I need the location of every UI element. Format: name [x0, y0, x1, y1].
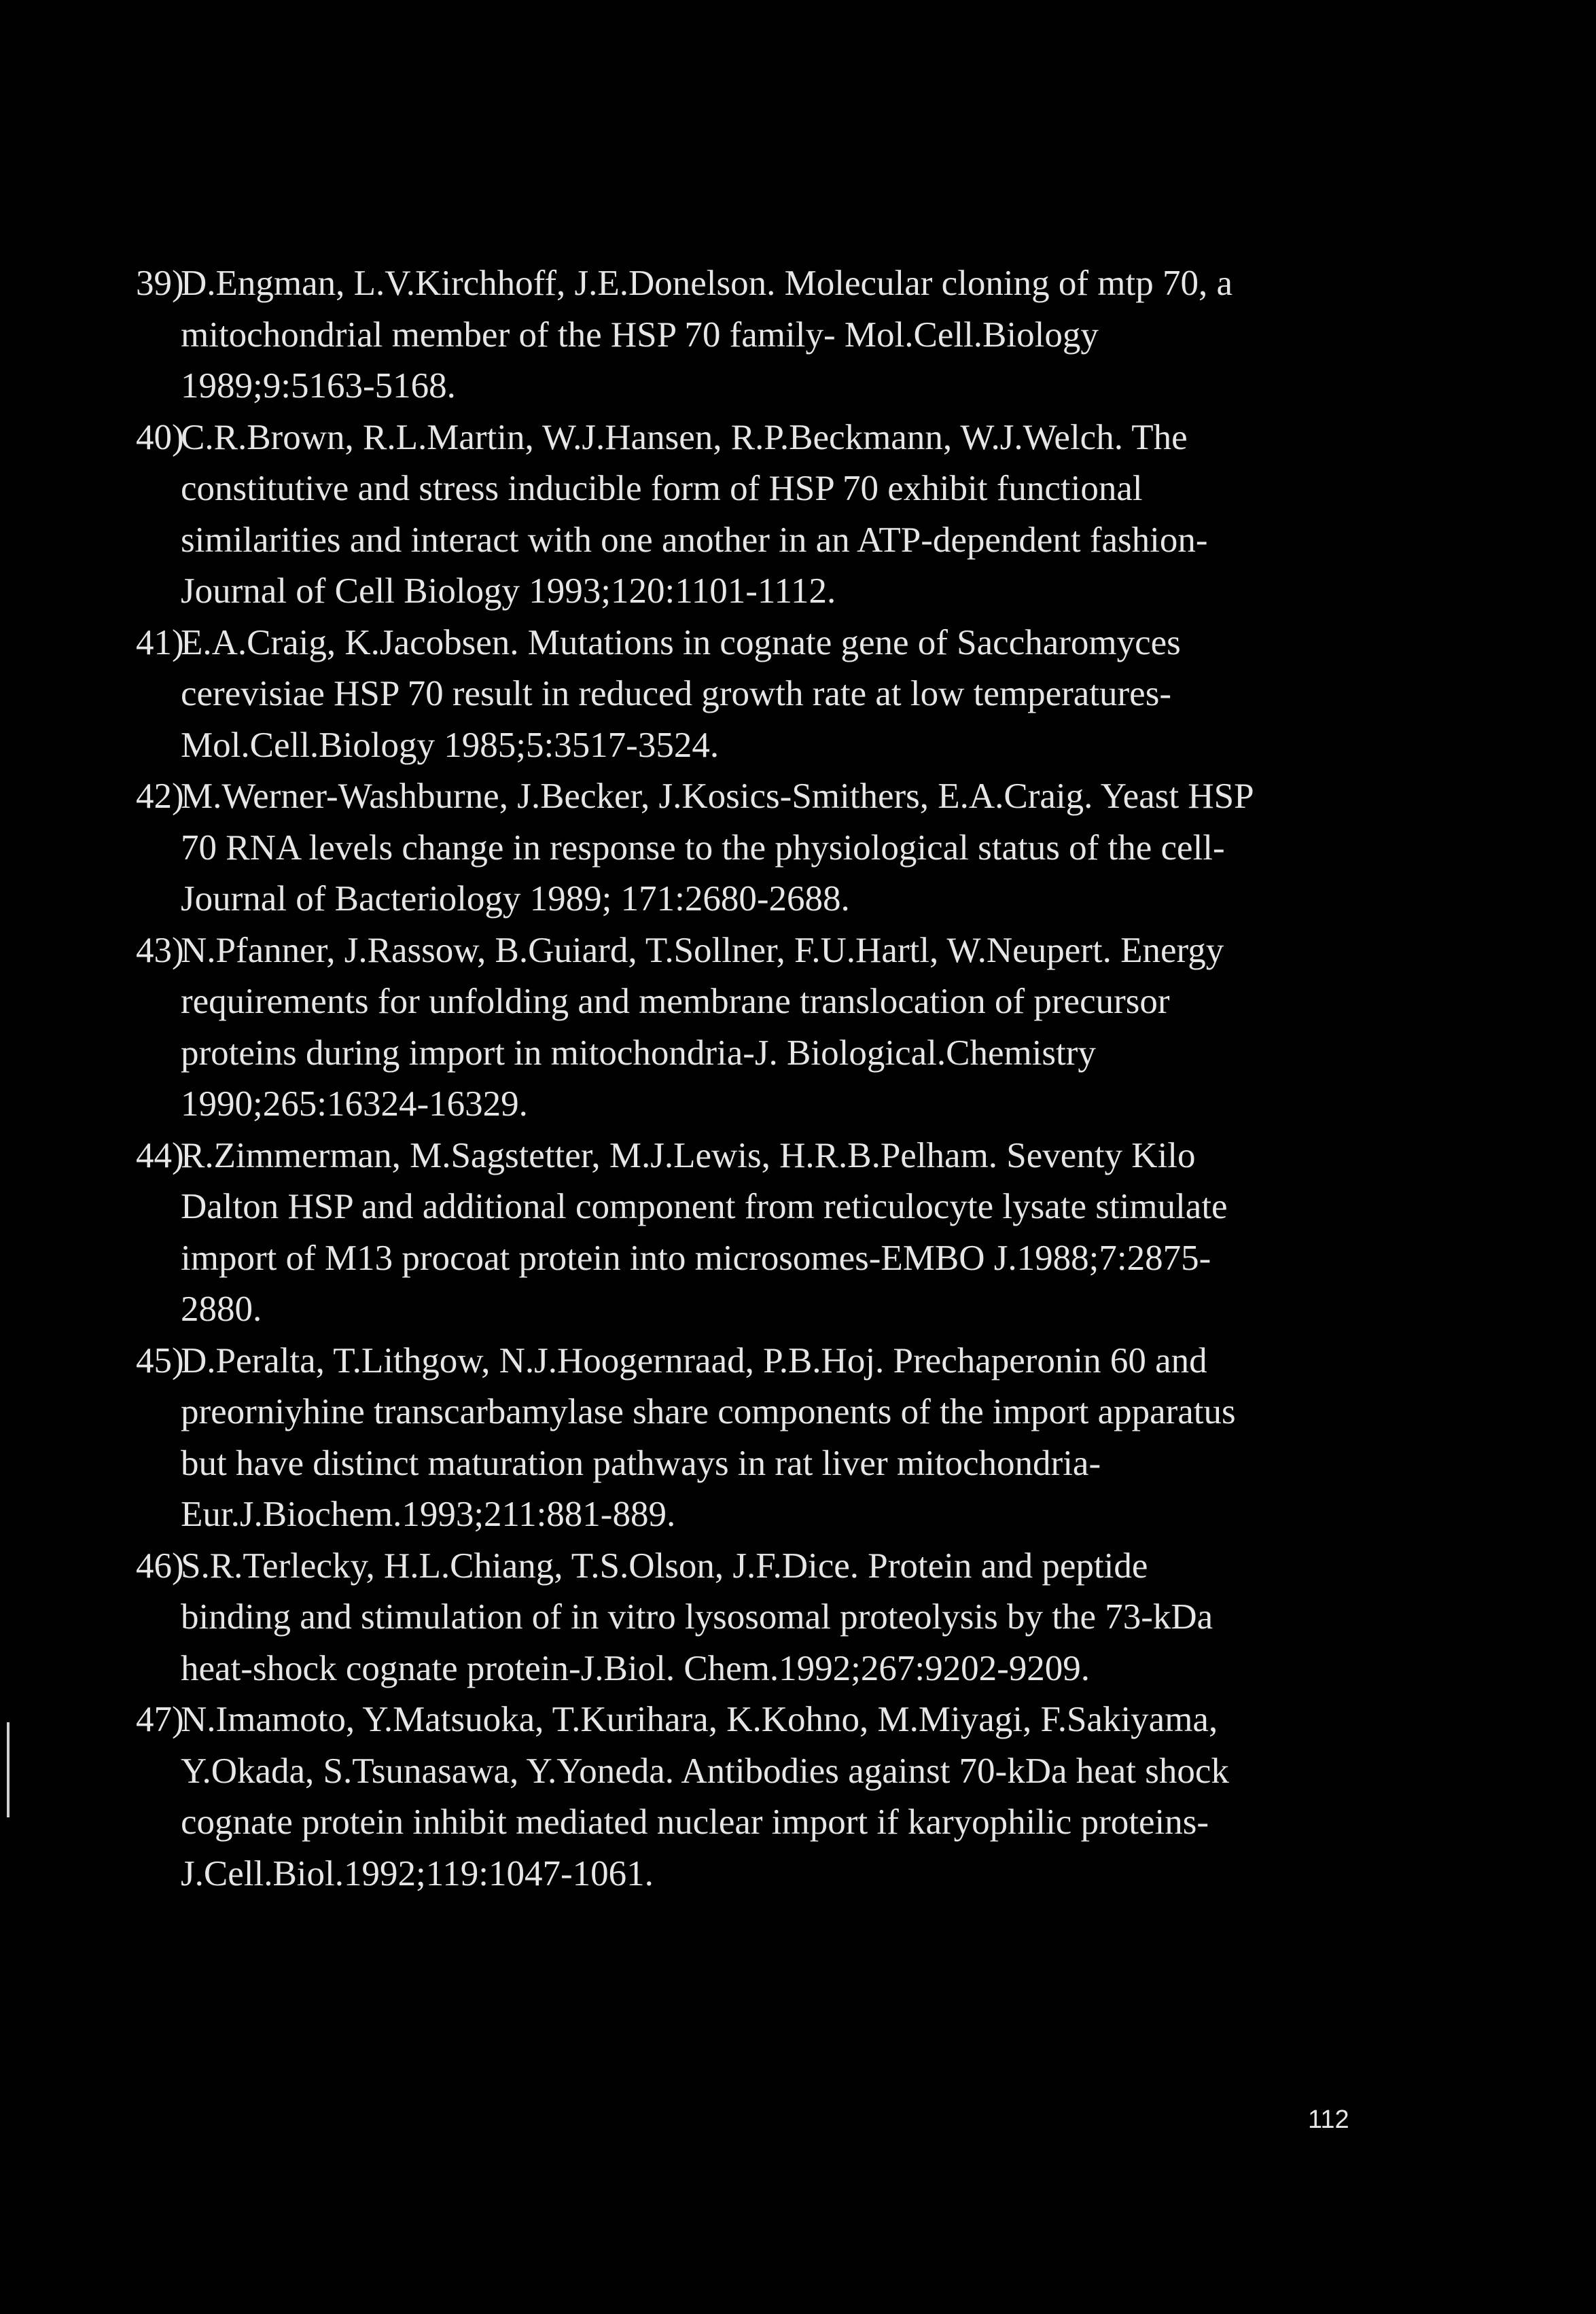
reference-line: 1990;265:16324-16329. — [181, 1084, 528, 1124]
reference-line: 70 RNA levels change in response to the physiological status of the cell- — [181, 827, 1225, 868]
reference-text — [181, 1541, 1508, 1695]
reference-47 — [136, 1694, 1508, 1900]
reference-text — [181, 771, 1508, 925]
reference-39 — [136, 258, 1508, 412]
reference-line: Journal of Cell Biology 1993;120:1101-1112. — [181, 571, 836, 611]
reference-number: 39) — [136, 264, 184, 303]
reference-line: 1989;9:5163-5168. — [181, 366, 456, 406]
reference-line: cerevisiae HSP 70 result in reduced growth rate at low temperatures- — [181, 674, 1171, 713]
reference-line: Y.Okada, S.Tsunasawa, Y.Yoneda. Antibodies against 70-kDa heat shock — [181, 1751, 1229, 1791]
reference-number: 44) — [136, 1135, 184, 1175]
reference-line: similarities and interact with one another in an ATP-dependent fashion- — [181, 520, 1208, 560]
reference-line: S.R.Terlecky, H.L.Chiang, T.S.Olson, J.F.Dice. Protein and peptide — [181, 1546, 1148, 1586]
margin-vertical-rule — [7, 1722, 10, 1817]
reference-46 — [136, 1541, 1508, 1695]
reference-number: 46) — [136, 1546, 184, 1586]
reference-number: 42) — [136, 777, 184, 816]
reference-line: cognate protein inhibit mediated nuclear import if karyophilic proteins- — [181, 1802, 1209, 1842]
reference-line: mitochondrial member of the HSP 70 family- Mol.Cell.Biology — [181, 315, 1099, 355]
reference-43 — [136, 925, 1508, 1131]
reference-text — [181, 1694, 1508, 1900]
reference-line: Mol.Cell.Biology 1985;5:3517-3524. — [181, 725, 720, 765]
reference-number: 45) — [136, 1340, 184, 1381]
reference-text — [181, 412, 1508, 618]
reference-line: import of M13 procoat protein into microsomes-EMBO J.1988;7:2875- — [181, 1238, 1211, 1278]
reference-number: 47) — [136, 1700, 184, 1739]
reference-text — [181, 925, 1508, 1131]
reference-number: 40) — [136, 417, 184, 457]
reference-line: Dalton HSP and additional component from reticulocyte lysate stimulate — [181, 1187, 1228, 1226]
reference-line: M.Werner-Washburne, J.Becker, J.Kosics-Smithers, E.A.Craig. Yeast HSP — [181, 777, 1254, 816]
reference-line: Journal of Bacteriology 1989; 171:2680-2688. — [181, 879, 850, 919]
reference-line: E.A.Craig, K.Jacobsen. Mutations in cognate gene of Saccharomyces — [181, 622, 1181, 662]
reference-line: R.Zimmerman, M.Sagstetter, M.J.Lewis, H.R.B.Pelham. Seventy Kilo — [181, 1135, 1196, 1175]
reference-line: preorniyhine transcarbamylase share components of the import apparatus — [181, 1392, 1236, 1431]
reference-line: proteins during import in mitochondria-J. Biological.Chemistry — [181, 1033, 1096, 1073]
reference-line: D.Engman, L.V.Kirchhoff, J.E.Donelson. Molecular cloning of mtp 70, a — [181, 264, 1233, 303]
reference-line: N.Imamoto, Y.Matsuoka, T.Kurihara, K.Kohno, M.Miyagi, F.Sakiyama, — [181, 1700, 1218, 1739]
reference-41 — [136, 618, 1508, 772]
reference-text — [181, 618, 1508, 772]
reference-line: heat-shock cognate protein-J.Biol. Chem.1992;267:9202-9209. — [181, 1648, 1090, 1688]
reference-line: C.R.Brown, R.L.Martin, W.J.Hansen, R.P.Beckmann, W.J.Welch. The — [181, 417, 1188, 457]
reference-line: 2880. — [181, 1289, 262, 1329]
reference-line: but have distinct maturation pathways in rat liver mitochondria- — [181, 1443, 1101, 1483]
reference-number: 43) — [136, 930, 184, 970]
reference-line: J.Cell.Biol.1992;119:1047-1061. — [181, 1853, 654, 1893]
page-number: 112 — [1308, 2105, 1349, 2134]
reference-list — [136, 258, 1508, 1900]
reference-number: 41) — [136, 622, 184, 662]
reference-line: constitutive and stress inducible form of HSP 70 exhibit functional — [181, 469, 1143, 508]
reference-44 — [136, 1131, 1508, 1336]
reference-line: binding and stimulation of in vitro lysosomal proteolysis by the 73-kDa — [181, 1597, 1213, 1637]
reference-line: requirements for unfolding and membrane translocation of precursor — [181, 982, 1170, 1021]
reference-42 — [136, 771, 1508, 925]
reference-line: N.Pfanner, J.Rassow, B.Guiard, T.Sollner, F.U.Hartl, W.Neupert. Energy — [181, 930, 1224, 970]
reference-text — [181, 1131, 1508, 1336]
reference-line: Eur.J.Biochem.1993;211:881-889. — [181, 1495, 676, 1534]
reference-text — [181, 258, 1508, 412]
reference-45 — [136, 1336, 1508, 1541]
reference-40 — [136, 412, 1508, 618]
reference-text — [181, 1336, 1508, 1541]
reference-line: D.Peralta, T.Lithgow, N.J.Hoogernraad, P.B.Hoj. Prechaperonin 60 and — [181, 1340, 1207, 1381]
